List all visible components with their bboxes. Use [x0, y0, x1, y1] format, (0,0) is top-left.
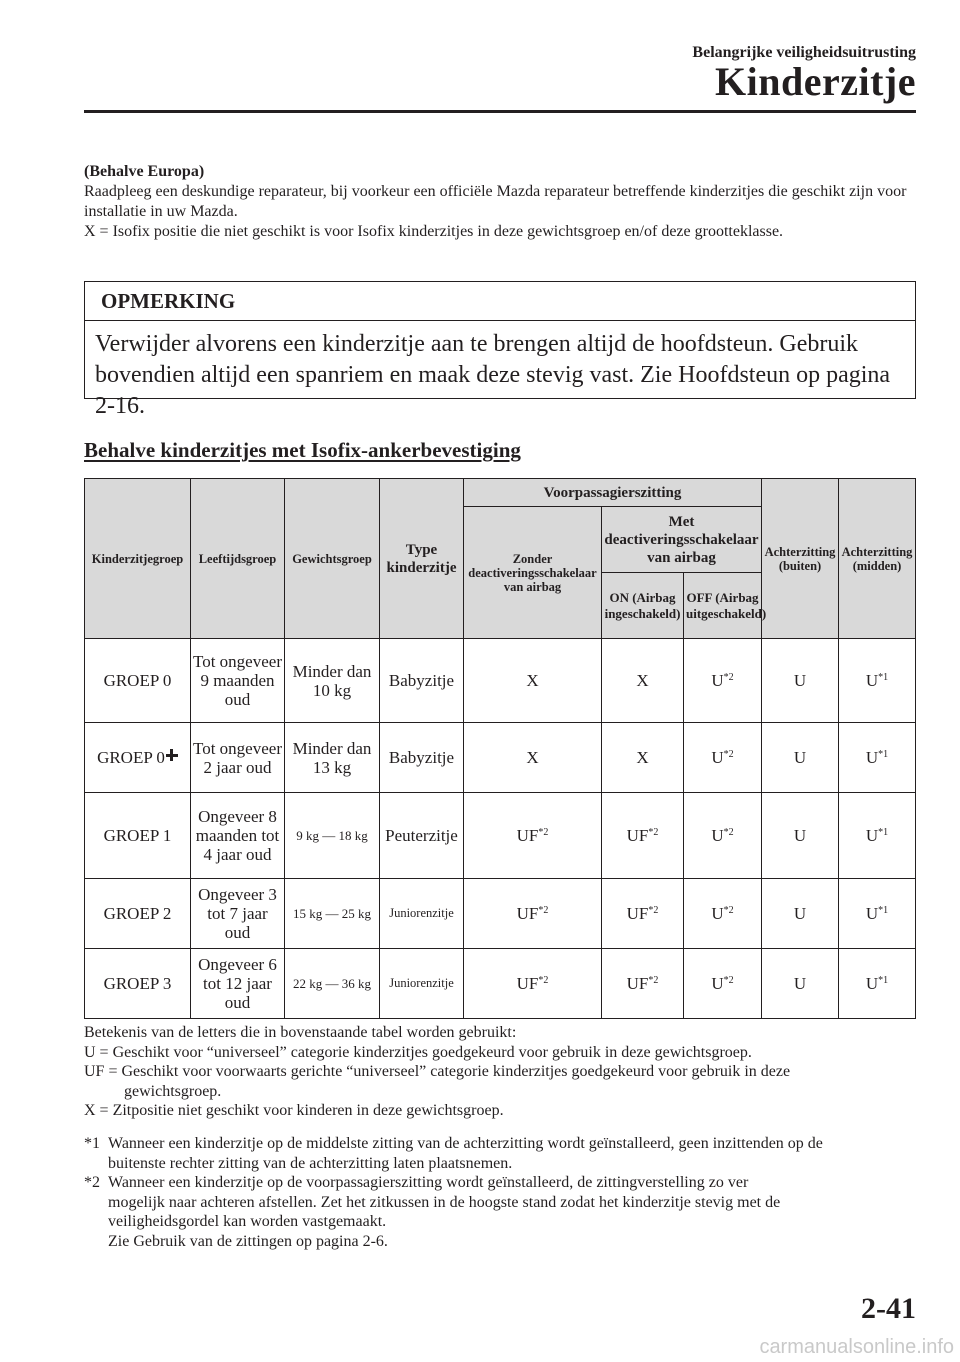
cell-airbag-on: X: [602, 639, 684, 723]
cell-without-switch: X: [464, 723, 602, 793]
footnote-mark: *2: [84, 1174, 100, 1191]
cell-without-switch: UF$^{*2}$: [464, 793, 602, 879]
footnote-line: Wanneer een kinderzitje op de voorpassagierszitting wordt geïnstalleerd, de zittingverstelling zo ver: [108, 1174, 749, 1191]
cell-group: GROEP 2: [85, 879, 191, 949]
cell-without-switch: UF$^{*2}$: [464, 879, 602, 949]
cell-weight: 22 kg — 36 kg: [285, 949, 380, 1019]
cell-type: Babyzitje: [380, 723, 464, 793]
legend-uf: UF = Geschikt voor voorwaarts gerichte “universeel” categorie kinderzitjes goedgekeurd voor gebruik in deze: [84, 1063, 791, 1080]
footnotes: [84, 1134, 924, 1251]
plus-icon: [166, 749, 178, 761]
child-seat-table: [84, 478, 916, 1019]
cell-rear-middle: $U^{*1}$: [839, 879, 916, 949]
cell-without-switch: X: [464, 639, 602, 723]
intro-heading: (Behalve Europa): [84, 163, 205, 180]
footnote-line: Wanneer een kinderzitje op de middelste zitting van de achterzitting wordt geïnstalleerd, geen inzittenden op de: [108, 1135, 823, 1152]
table-row: [85, 949, 916, 1019]
col-header-type: Type kinderzitje: [380, 479, 464, 639]
table-row: [85, 639, 916, 723]
cell-airbag-off: $U^{*2}$: [684, 793, 762, 879]
col-header-age: Leeftijdsgroep: [191, 479, 285, 639]
footnote-line: Zie Gebruik van de zittingen op pagina 2-6.: [108, 1232, 388, 1250]
cell-group: GROEP 0: [85, 723, 191, 793]
legend-uf-cont: gewichtsgroep.: [124, 1082, 222, 1100]
cell-rear-outer: U: [762, 949, 839, 1019]
intro-block: [84, 162, 924, 242]
cell-age: Ongeveer 8 maanden tot 4 jaar oud: [191, 793, 285, 879]
legend-x: X = Zitpositie niet geschikt voor kinderen in deze gewichtsgroep.: [84, 1102, 504, 1119]
cell-without-switch: UF$^{*2}$: [464, 949, 602, 1019]
footnote: [84, 1134, 924, 1173]
cell-age: Tot ongeveer 2 jaar oud: [191, 723, 285, 793]
table-row: [85, 879, 916, 949]
cell-type: Babyzitje: [380, 639, 464, 723]
header-rule: [84, 110, 916, 113]
cell-airbag-off: $U^{*2}$: [684, 723, 762, 793]
cell-weight: 15 kg — 25 kg: [285, 879, 380, 949]
cell-rear-outer: U: [762, 793, 839, 879]
cell-weight: 9 kg — 18 kg: [285, 793, 380, 879]
col-header-group: Kinderzitjegroep: [85, 479, 191, 639]
col-header-with-switch: Met deactiveringsschakelaar van airbag: [602, 507, 762, 573]
cell-rear-outer: U: [762, 639, 839, 723]
footnote-mark: *1: [84, 1135, 100, 1152]
intro-line-1: Raadpleeg een deskundige reparateur, bij voorkeur een officiële Mazda reparateur betreffende kinderzitjes die geschikt zijn voor installatie in uw Mazda.: [84, 183, 907, 220]
cell-rear-outer: U: [762, 879, 839, 949]
col-header-rear-outer: Achterzitting (buiten): [762, 479, 839, 639]
page-number: 2-41: [861, 1292, 916, 1325]
cell-airbag-on: UF$^{*2}$: [602, 879, 684, 949]
note-box: [84, 281, 916, 419]
cell-age: Tot ongeveer 9 maanden oud: [191, 639, 285, 723]
intro-line-2: X = Isofix positie die niet geschikt is voor Isofix kinderzitjes in deze gewichtsgroep en/of deze grootteklasse.: [84, 223, 784, 240]
col-header-front: Voorpassagierszitting: [464, 479, 762, 507]
col-header-on: ON (Airbag ingeschakeld): [602, 573, 684, 639]
col-header-without-switch: Zonder deactiveringsschakelaar van airbag: [464, 507, 602, 639]
cell-rear-middle: $U^{*1}$: [839, 949, 916, 1019]
cell-group: GROEP 1: [85, 793, 191, 879]
col-header-rear-middle: Achterzitting (midden): [839, 479, 916, 639]
cell-airbag-on: UF$^{*2}$: [602, 793, 684, 879]
legend-u: U = Geschikt voor “universeel” categorie kinderzitjes goedgekeurd voor gebruik in deze gewichtsgroep.: [84, 1043, 752, 1061]
cell-rear-middle: $U^{*1}$: [839, 793, 916, 879]
legend-intro: Betekenis van de letters die in bovenstaande tabel worden gebruikt:: [84, 1024, 517, 1041]
page-title: Kinderzitje: [715, 59, 916, 104]
footnote-line: buitenste rechter zitting van de achterzitting laten plaatsnemen.: [108, 1154, 513, 1172]
cell-group: GROEP 3: [85, 949, 191, 1019]
legend: [84, 1023, 924, 1121]
cell-type: Peuterzitje: [380, 793, 464, 879]
cell-rear-outer: U: [762, 723, 839, 793]
cell-rear-middle: $U^{*1}$: [839, 723, 916, 793]
section-header: Belangrijke veiligheidsuitrusting: [692, 44, 916, 61]
footnote: [84, 1173, 924, 1251]
cell-weight: Minder dan 13 kg: [285, 723, 380, 793]
table-row: [85, 723, 916, 793]
footnote-line: mogelijk naar achteren afstellen. Zet het zitkussen in de hoogste stand zodat het kinderzitje stevig met de: [108, 1193, 781, 1211]
cell-airbag-off: $U^{*2}$: [684, 639, 762, 723]
cell-airbag-off: $U^{*2}$: [684, 949, 762, 1019]
cell-type: Juniorenzitje: [380, 879, 464, 949]
cell-airbag-off: $U^{*2}$: [684, 879, 762, 949]
table-row: [85, 793, 916, 879]
section-heading: Behalve kinderzitjes met Isofix-ankerbevestiging: [84, 438, 521, 462]
cell-age: Ongeveer 3 tot 7 jaar oud: [191, 879, 285, 949]
cell-rear-middle: $U^{*1}$: [839, 639, 916, 723]
col-header-off: OFF (Airbag uitgeschakeld): [684, 573, 762, 639]
cell-airbag-on: X: [602, 723, 684, 793]
cell-group: GROEP 0: [85, 639, 191, 723]
footnote-line: veiligheidsgordel kan worden vastgemaakt.: [108, 1213, 387, 1230]
cell-airbag-on: UF$^{*2}$: [602, 949, 684, 1019]
cell-type: Juniorenzitje: [380, 949, 464, 1019]
note-title: OPMERKING: [85, 282, 915, 321]
col-header-weight: Gewichtsgroep: [285, 479, 380, 639]
cell-age: Ongeveer 6 tot 12 jaar oud: [191, 949, 285, 1019]
watermark: carmanualsonline.info: [759, 1336, 954, 1358]
cell-weight: Minder dan 10 kg: [285, 639, 380, 723]
note-text: Verwijder alvorens een kinderzitje aan te brengen altijd de hoofdsteun. Gebruik bovendien altijd een spanriem en maak deze stevig vast. Zie Hoofdsteun op pagina 2-16.: [95, 331, 891, 419]
